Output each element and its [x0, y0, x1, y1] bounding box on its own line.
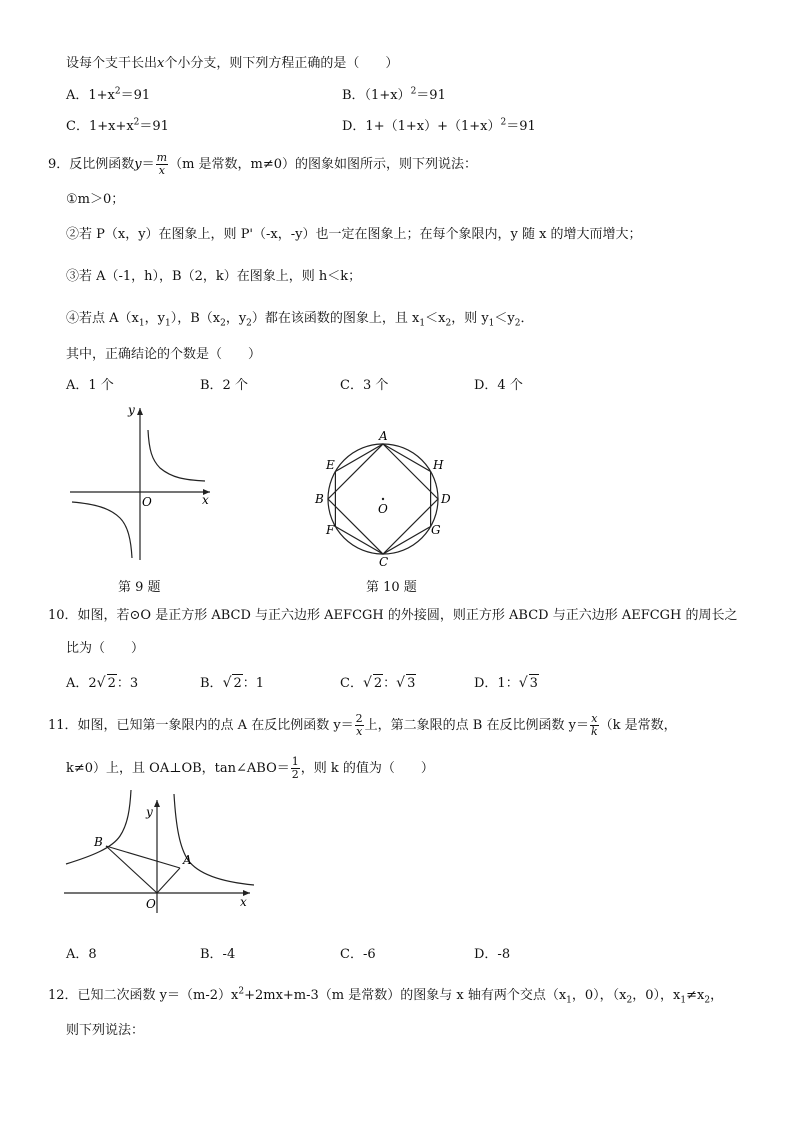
figure-10-circle [310, 425, 460, 570]
q9-fraction: $\frac{m}{x}$ [156, 151, 168, 177]
q8-stem: 设每个支干长出x个小分支，则下列方程正确的是（ ） [66, 56, 399, 71]
y-axis-label: y [128, 403, 135, 417]
label-f: F [326, 523, 335, 537]
point-b-label: B [94, 835, 103, 849]
q8-option-b[interactable]: B．$(1+x)^2=91$ [342, 86, 446, 103]
y-axis-label: y [146, 805, 153, 819]
label-o: O [378, 502, 388, 516]
hyperbola-branch-q3 [72, 502, 132, 558]
q9-question: 其中，正确结论的个数是（ ） [66, 347, 262, 362]
y-axis-arrow [137, 408, 143, 415]
q8-option-d[interactable]: D．$1+(1+x)+(1+x)^2=91$ [342, 117, 536, 134]
center-point [382, 498, 384, 500]
q9-option-b[interactable]: B．2 个 [200, 378, 248, 393]
q11-option-d[interactable]: D．-8 [474, 947, 511, 962]
q11-fraction-2: $\frac{x}{k}$ [590, 712, 598, 738]
q8-option-a[interactable]: A．$1+x^2=91$ [66, 86, 151, 103]
q8-option-c[interactable]: C．$1+x+x^2=91$ [66, 117, 169, 134]
q10-stem-line2: 比为（ ） [66, 641, 145, 656]
q11-fraction-1: $\frac{2}{x}$ [355, 712, 363, 738]
q10-option-c[interactable]: C．√ 2：√ 3 [340, 675, 416, 691]
q12-stem-line2: 则下列说法： [66, 1023, 145, 1038]
q9-stem: 9．反比例函数y＝ $\frac{m}{x}$ （m 是常数，m≠0）的图象如图所示，则下列说法： [48, 151, 478, 177]
y-axis-arrow [154, 800, 160, 807]
label-c: C [379, 555, 389, 569]
figure-11-graph [62, 788, 262, 918]
origin-label: O [146, 897, 156, 911]
segment-ab [106, 846, 180, 868]
curve-b-branch [66, 790, 131, 864]
q10-stem-line1: 10．如图，若⊙O 是正方形 ABCD 与正六边形 AEFCGH 的外接圆，则正方形 ABCD 与正六边形 AEFCGH 的周长之 [48, 608, 738, 623]
q9-statement-1: ①m＞0； [66, 192, 125, 207]
curve-a-branch [174, 794, 254, 885]
figure-9-hyperbola [60, 400, 230, 570]
q10-option-a[interactable]: A．2√ 2：3 [66, 675, 139, 691]
label-g: G [431, 523, 441, 537]
q9-option-d[interactable]: D．4 个 [474, 378, 523, 393]
q12-stem-line1: 12．已知二次函数 $y=(m-2)x^2+2mx+m-3(m$ 是常数）的图象与 x 轴有两个交点（$x_1$，0），（$x_2$，0），$x_1\ne x_2$， [48, 986, 724, 1006]
x-axis-label: x [202, 493, 209, 507]
q11-option-c[interactable]: C．-6 [340, 947, 376, 962]
label-a: A [379, 429, 388, 443]
segment-oa [157, 868, 180, 893]
q9-option-a[interactable]: A．1 个 [66, 378, 114, 393]
figure-10-caption: 第 10 题 [366, 580, 417, 595]
q11-fraction-3: $\frac{1}{2}$ [291, 755, 299, 781]
q9-option-c[interactable]: C．3 个 [340, 378, 389, 393]
q9-statement-4: ④若点 $A(x_1$，$y_1$），$B(x_2$，$y_2$）都在该函数的图象上，且 $x_1<x_2$，则 $y_1<y_2$． [66, 311, 534, 329]
q11-stem-line1: 11．如图，已知第一象限内的点 A 在反比例函数 y＝ $\frac{2}{x}$ 上，第二象限的点 B 在反比例函数 y＝ $\frac{x}{k}$ （k 是常数， [48, 712, 677, 738]
q10-option-b[interactable]: B．√ 2：1 [200, 675, 265, 691]
figure-9-caption: 第 9 题 [118, 580, 161, 595]
q9-statement-2: ②若 P（x，y）在图象上，则 P'（-x，-y）也一定在图象上；在每个象限内，y 随 x 的增大而增大； [66, 227, 642, 242]
hyperbola-branch-q1 [148, 430, 205, 481]
q9-statement-3: ③若 A（-1，h），B（2，k）在图象上，则 h＜k； [66, 269, 362, 284]
q11-stem-line2: k≠0）上，且 OA⊥OB，tan∠ABO＝ $\frac{1}{2}$ ，则 k 的值为（ ） [66, 755, 434, 781]
q10-option-d[interactable]: D．1：√ 3 [474, 675, 538, 691]
x-axis-label: x [240, 895, 247, 909]
label-h: H [433, 458, 444, 472]
label-b: B [315, 492, 324, 506]
q11-option-b[interactable]: B．-4 [200, 947, 236, 962]
label-d: D [441, 492, 451, 506]
label-e: E [326, 458, 335, 472]
q11-option-a[interactable]: A．8 [66, 947, 97, 962]
point-a-label: A [183, 853, 192, 867]
origin-label: O [142, 495, 152, 509]
